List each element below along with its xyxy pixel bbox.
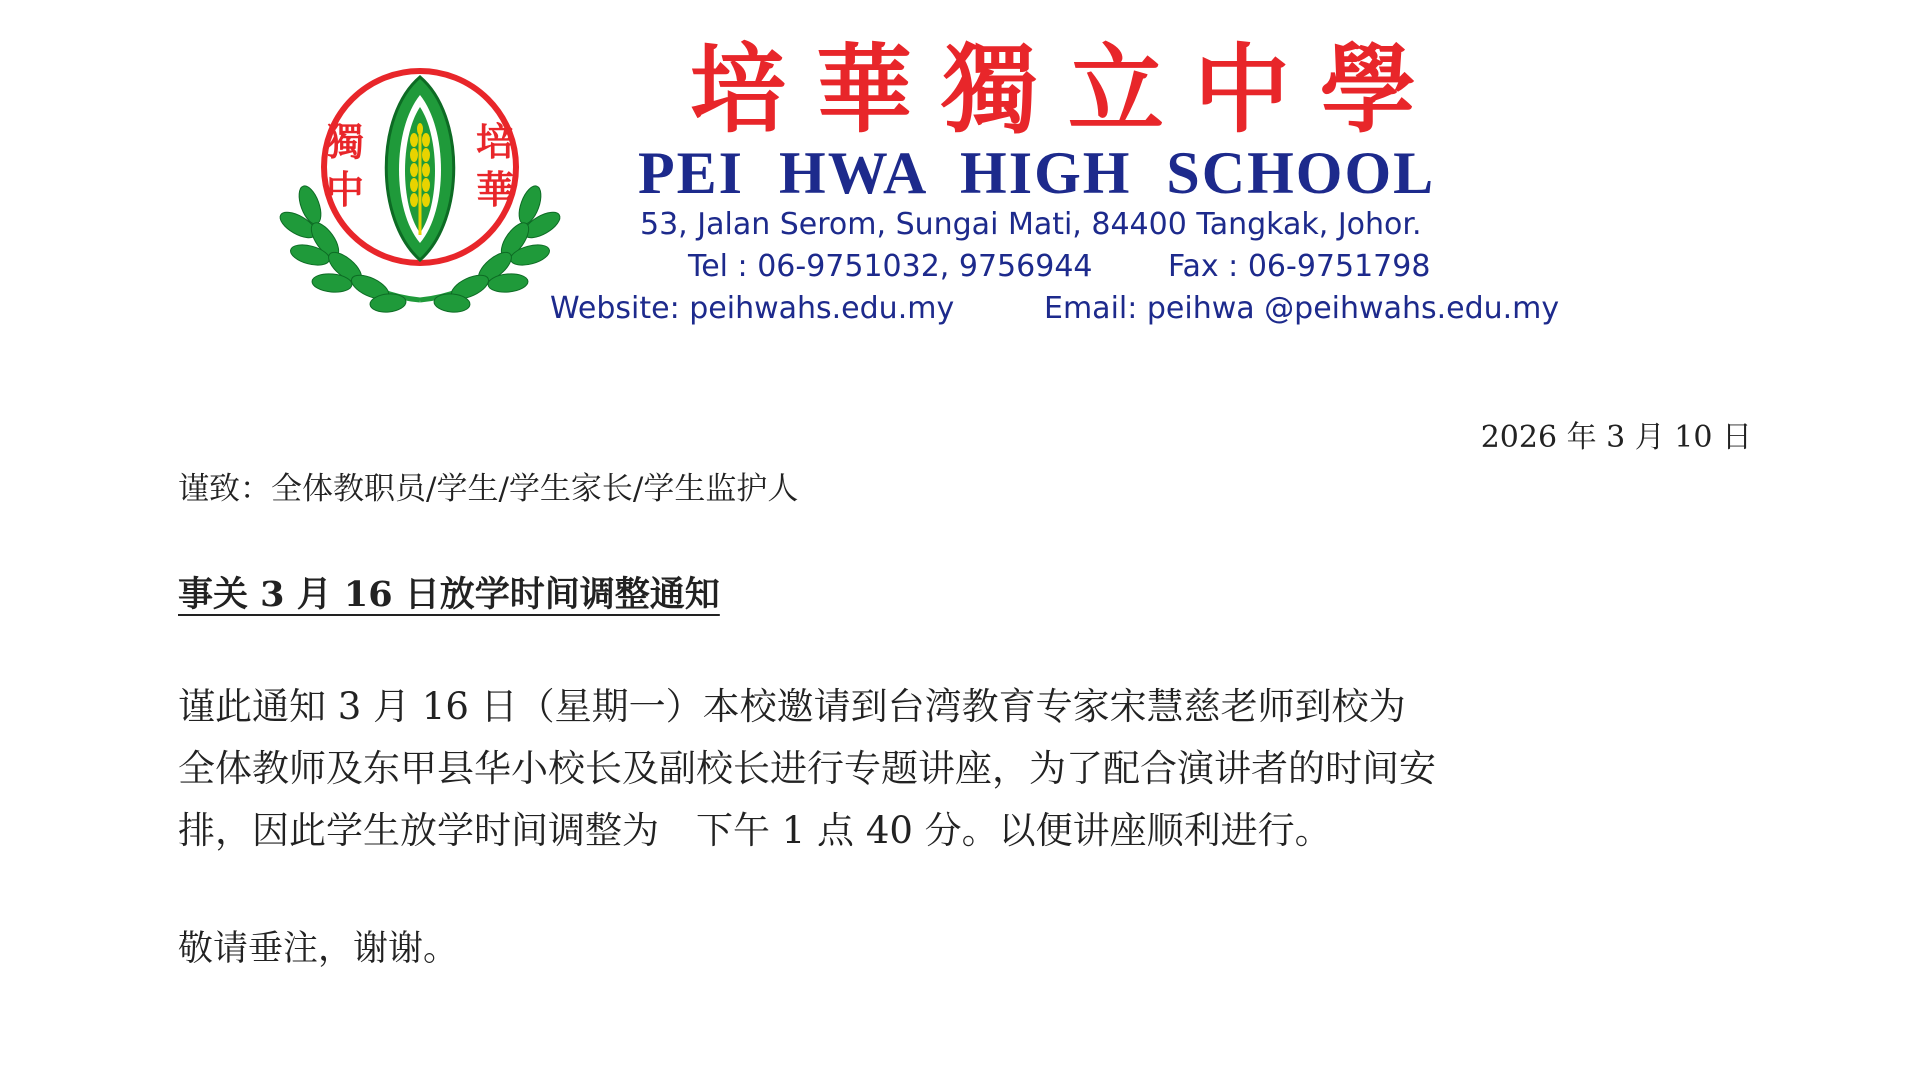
school-telephone: Tel : 06-9751032, 9756944 <box>688 249 1093 284</box>
notice-date: 2026 年 3 月 10 日 <box>1480 420 1752 455</box>
school-name-chinese: 培華獨立中學 <box>690 33 1446 146</box>
paragraph-line: 谨此通知 3 月 16 日（星期一）本校邀请到台湾教育专家宋慧慈老师到校为 <box>178 685 1406 728</box>
wheat-seal-icon <box>270 55 570 315</box>
notice-recipients: 谨致：全体教职员/学生/学生家长/学生监护人 <box>178 471 799 507</box>
logo-char-pei: 培 <box>475 119 515 164</box>
notice-paragraph <box>178 676 1738 862</box>
logo-char-du: 獨 <box>325 119 365 164</box>
notice-closing: 敬请垂注，谢谢。 <box>178 929 459 969</box>
school-name-english: PEI HWA HIGH SCHOOL <box>638 140 1436 206</box>
logo-char-hua: 華 <box>475 167 515 212</box>
school-fax: Fax : 06-9751798 <box>1168 249 1431 284</box>
paragraph-line: 全体教师及东甲县华小校长及副校长进行专题讲座，为了配合演讲者的时间安 <box>178 747 1436 790</box>
logo-char-zhong: 中 <box>325 167 365 212</box>
notice-subject: 事关 3 月 16 日放学时间调整通知 <box>178 574 720 615</box>
school-email: Email: peihwa @peihwahs.edu.my <box>1044 291 1560 326</box>
paragraph-line: 排，因此学生放学时间调整为 下午 1 点 40 分。以便讲座顺利进行。 <box>178 809 1332 852</box>
school-address: 53, Jalan Serom, Sungai Mati, 84400 Tangkak, Johor. <box>640 207 1422 242</box>
school-website: Website: peihwahs.edu.my <box>550 291 955 326</box>
